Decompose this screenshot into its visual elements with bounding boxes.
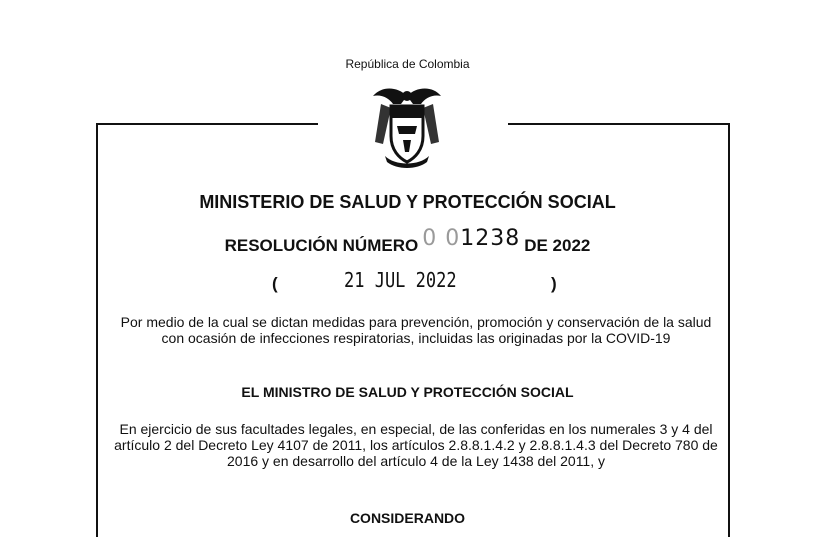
country-name: República de Colombia: [345, 57, 470, 71]
resolution-line: [0, 226, 815, 257]
date-stamp: 21 JUL 2022: [344, 268, 457, 292]
frame-top-left-line: [96, 123, 318, 125]
legal-basis-paragraph: En ejercicio de sus facultades legales, en especial, de las conferidas en los numerales 3 y 4 del artículo 2 del Decreto Ley 4107 de 2011, los artículos 2.8.8.1.4.2 y 2.8.8.1.4.3 del Decreto 780 de 2016 y en desarrollo del artículo 4 de la Ley 1438 del 2011, y: [114, 421, 718, 469]
resolution-number-faded: 0 0: [422, 226, 461, 251]
considerando-heading: CONSIDERANDO: [349, 510, 466, 526]
ministry-title: MINISTERIO DE SALUD Y PROTECCIÓN SOCIAL: [199, 192, 616, 212]
resolution-number-stamp: [422, 226, 520, 251]
frame-left-line: [96, 123, 98, 537]
resolution-label: RESOLUCIÓN NÚMERO: [224, 236, 419, 255]
resolution-number: 1238: [460, 226, 521, 251]
paren-close: ): [551, 274, 557, 293]
resolution-year: DE 2022: [524, 236, 591, 255]
frame-top-right-line: [508, 123, 730, 125]
authority-heading: EL MINISTRO DE SALUD Y PROTECCIÓN SOCIAL: [241, 384, 574, 400]
frame-right-line: [728, 123, 730, 537]
purpose-paragraph: Por medio de la cual se dictan medidas para prevención, promoción y conservación de la salud con ocasión de infecciones respiratorias, incluidas las originadas por la COVID-19: [120, 314, 712, 346]
coat-of-arms-icon: [367, 82, 447, 172]
paren-open: (: [272, 274, 278, 293]
